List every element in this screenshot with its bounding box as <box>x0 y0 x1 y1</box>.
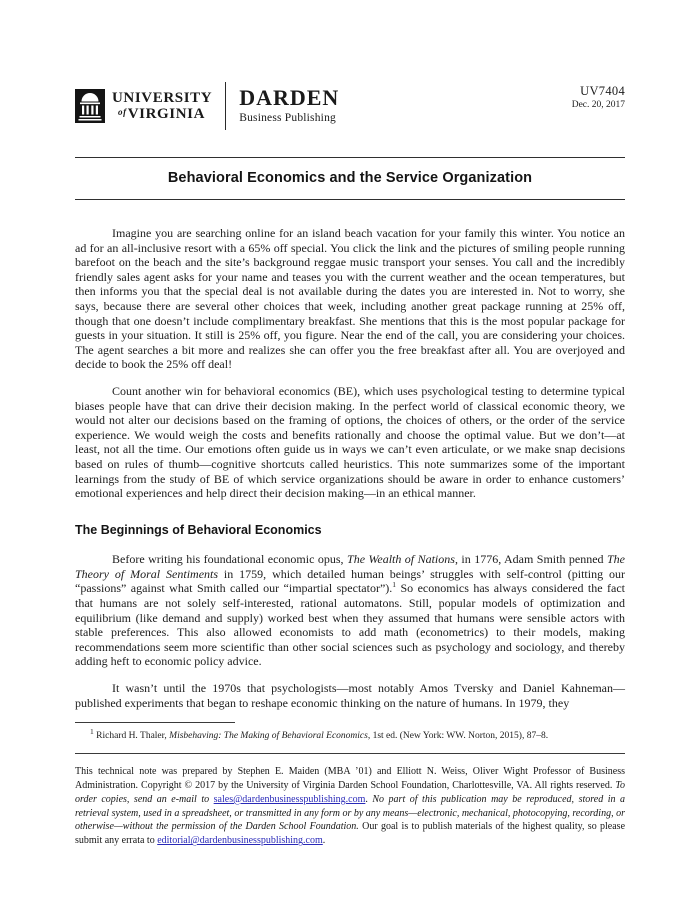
university-word: UNIVERSITY <box>112 89 213 106</box>
darden-subtitle: Business Publishing <box>239 112 336 125</box>
doc-number: UV7404 <box>580 84 625 98</box>
virginia-word: VIRGINIA <box>127 105 206 122</box>
page-header <box>75 0 625 130</box>
paragraph-intro-vacation: Imagine you are searching online for an island beach vacation for your family this winter. You notice an ad for an all-inclusive resort with a 65% off special. You click the link and the pictures of smiling people running barefoot on the beach and the site’s background reggae music transport your senses. You call and the incredibly friendly sales agent asks for your name and teases you with the current weather and the ocean temperatures, but then informs you that the special deal is not available during the dates you are interested in. Not to worry, she says, because there are several other choices that week, including another great package running at 25% off, though that one doesn’t include complimentary breakfast. She mentions that this is the most popular package for guests in your situation. It still is 25% off, you figure. Near the end of the call, you are considering your choices. The agent searches a bit more and realizes she can offer you the free breakfast after all. You are overjoyed and decide to book the 25% off deal! <box>75 226 625 372</box>
title-block <box>75 157 625 200</box>
paragraph-adam-smith: Before writing his foundational economic opus, The Wealth of Nations, in 1776, Adam Smith penned The Theory of Moral Sentiments in 1759, which detailed human beings’ struggles with self-control (pitting our “passions” against what Smith called our “impartial spectator”).$^1$ So economics has always considered the fact that humans are not solely self-interested, rational automatons. Still, popular models of optimization and equilibrium (like demand and supply) worked best when they assumed that humans were sensible actors with stable preferences. This also allowed economists to add math (econometrics) to their models, making recommendations seem more scientific than other social sciences such as psychology and sociology, and thereby adding heft to economic policy advice. <box>75 552 625 669</box>
copyright-footer: This technical note was prepared by Stephen E. Maiden (MBA ’01) and Elliott N. Weiss, Oliver Wight Professor of Business Administration. Copyright © 2017 by the University of Virginia Darden School Foundation, Charlottesville, VA. All rights reserved. To order copies, send an e-mail to sales@dardenbusinesspublishing.com. No part of this publication may be reproduced, stored in a retrieval system, used in a spreadsheet, or transmitted in any form or by any means—electronic, mechanical, photocopying, recording, or otherwise—without the permission of the Darden School Foundation. Our goal is to publish materials of the highest quality, so please submit any errata to editorial@dardenbusinesspublishing.com. <box>75 766 626 847</box>
virginia-word-line <box>112 107 212 122</box>
logo-divider <box>225 82 226 130</box>
footer-separator <box>75 753 625 754</box>
darden-word: DARDEN <box>239 85 340 111</box>
footnote-separator <box>75 722 235 723</box>
document-body <box>75 226 625 710</box>
university-wordmark <box>112 91 212 122</box>
email-link[interactable]: sales@dardenbusinesspublishing.com <box>213 793 366 805</box>
of-word: of <box>118 106 127 117</box>
email-link[interactable]: editorial@dardenbusinesspublishing.com <box>157 835 323 847</box>
section-heading-beginnings: The Beginnings of Behavioral Economics <box>75 522 322 537</box>
paragraph-behavioral-economics: Count another win for behavioral economics (BE), which uses psychological testing to determine typical biases people have that can drive their decision making. In the perfect world of classical economic theory, we would not alter our decisions based on the framing of options, the choices of others, or the order of the service experience. We would weigh the costs and benefits rationally and choose the optimal value. But we don’t—at least, not all the time. Our emotions often guide us in ways we can’t even articulate, or we make snap decisions based on rules of thumb—cognitive shortcuts called heuristics. This note summarizes some of the important learnings from the study of BE of which service organizations should be aware in order to enhance customers’ emotional experiences and help direct their decision making—in an ethical manner. <box>75 383 625 501</box>
uva-rotunda-icon <box>75 89 105 123</box>
doc-date: Dec. 20, 2017 <box>571 99 625 110</box>
darden-wordmark <box>239 87 339 125</box>
footnote-1: $^1$ Richard H. Thaler, Misbehaving: The Making of Behavioral Economics, 1st ed. (New York: WW. Norton, 2015), 87–8. <box>90 727 549 742</box>
doc-info <box>572 82 625 112</box>
page-title: Behavioral Economics and the Service Organization <box>167 170 533 186</box>
publisher-logo <box>75 82 339 130</box>
paragraph-tversky-kahneman: It wasn’t until the 1970s that psychologists—most notably Amos Tversky and Daniel Kahneman—published experiments that began to reshape economic thinking on the nature of humans. In 1979, they <box>75 681 625 710</box>
